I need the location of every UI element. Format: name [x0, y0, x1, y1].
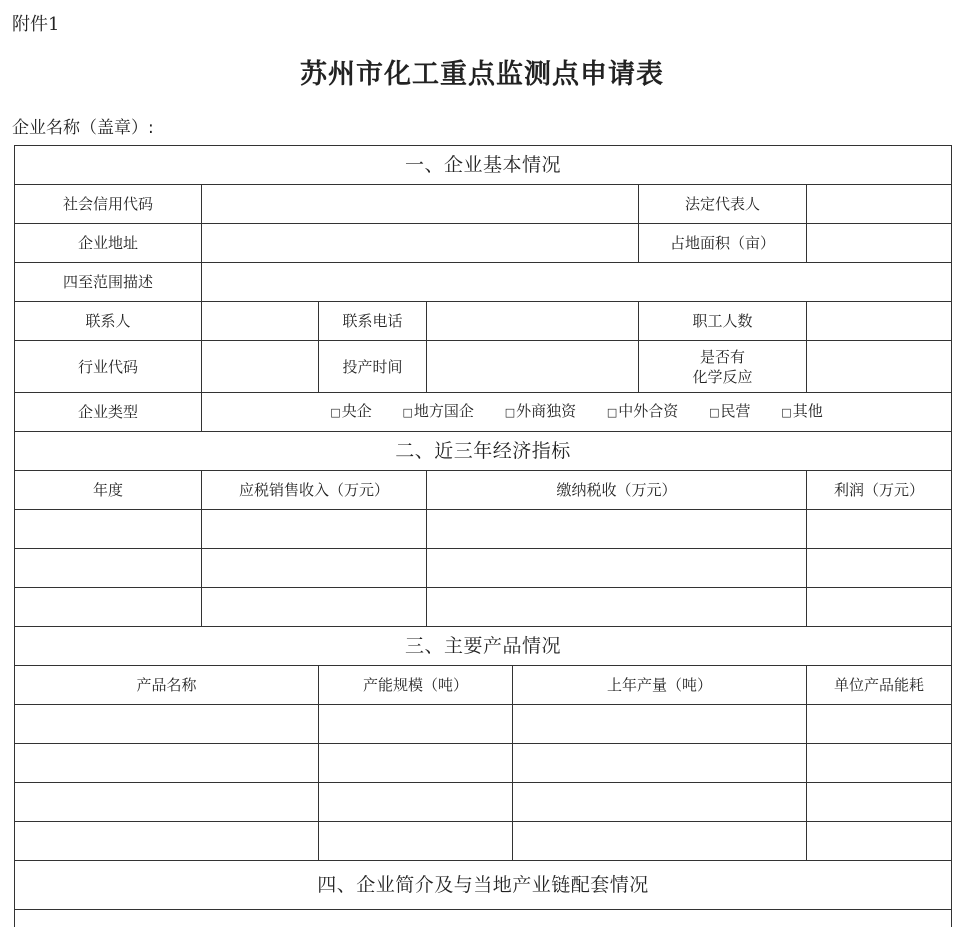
product-cell-name[interactable]	[15, 744, 319, 783]
product-cell-energy[interactable]	[807, 822, 952, 861]
staff-label: 职工人数	[639, 302, 807, 341]
product-cell-capacity[interactable]	[319, 783, 513, 822]
econ-cell-profit[interactable]	[807, 588, 952, 627]
boundary-field[interactable]	[202, 263, 952, 302]
econ-cell-tax[interactable]	[427, 510, 807, 549]
product-cell-energy[interactable]	[807, 783, 952, 822]
product-cell-energy[interactable]	[807, 744, 952, 783]
product-cell-energy[interactable]	[807, 705, 952, 744]
product-row	[15, 822, 952, 861]
econ-cell-year[interactable]	[15, 510, 202, 549]
type-option-private[interactable]	[709, 402, 750, 420]
type-option-joint-venture[interactable]	[607, 402, 678, 420]
type-option-label: 中外合资	[618, 402, 679, 420]
econ-cell-revenue[interactable]	[202, 510, 427, 549]
address-field[interactable]	[202, 224, 639, 263]
contact-field[interactable]	[202, 302, 319, 341]
section-1-heading: 一、企业基本情况	[15, 146, 952, 185]
chem-reaction-label	[639, 341, 807, 393]
company-intro-field[interactable]	[15, 910, 952, 928]
product-cell-output[interactable]	[513, 822, 807, 861]
type-option-central-soe[interactable]	[330, 402, 371, 420]
type-option-local-soe[interactable]	[402, 402, 473, 420]
product-cell-name[interactable]	[15, 705, 319, 744]
staff-field[interactable]	[807, 302, 952, 341]
product-cell-capacity[interactable]	[319, 822, 513, 861]
contact-label: 联系人	[15, 302, 202, 341]
industry-code-label: 行业代码	[15, 341, 202, 393]
econ-cell-tax[interactable]	[427, 588, 807, 627]
product-cell-name[interactable]	[15, 822, 319, 861]
start-time-field[interactable]	[427, 341, 639, 393]
product-row	[15, 744, 952, 783]
econ-header-profit: 利润（万元）	[807, 471, 952, 510]
company-type-options	[202, 393, 952, 432]
econ-cell-year[interactable]	[15, 549, 202, 588]
area-field[interactable]	[807, 224, 952, 263]
industry-code-field[interactable]	[202, 341, 319, 393]
chem-reaction-label-line2: 化学反应	[692, 367, 753, 386]
checkbox-icon[interactable]: □	[330, 406, 341, 419]
phone-label: 联系电话	[319, 302, 427, 341]
econ-row	[15, 549, 952, 588]
section-2-heading: 二、近三年经济指标	[15, 432, 952, 471]
phone-field[interactable]	[427, 302, 639, 341]
type-option-label: 央企	[341, 402, 372, 420]
legal-rep-field[interactable]	[807, 185, 952, 224]
product-cell-output[interactable]	[513, 783, 807, 822]
type-option-label: 外商独资	[516, 402, 577, 420]
econ-header-year: 年度	[15, 471, 202, 510]
type-option-label: 其他	[792, 402, 823, 420]
type-option-label: 地方国企	[413, 402, 474, 420]
credit-code-label: 社会信用代码	[15, 185, 202, 224]
checkbox-icon[interactable]: □	[781, 406, 792, 419]
area-label: 占地面积（亩）	[639, 224, 807, 263]
checkbox-icon[interactable]: □	[709, 406, 720, 419]
product-header-capacity: 产能规模（吨）	[319, 666, 513, 705]
legal-rep-label: 法定代表人	[639, 185, 807, 224]
product-cell-name[interactable]	[15, 783, 319, 822]
type-option-other[interactable]	[781, 402, 822, 420]
attachment-label: 附件1	[12, 14, 60, 35]
type-option-label: 民营	[720, 402, 751, 420]
econ-row	[15, 510, 952, 549]
type-option-foreign-owned[interactable]	[505, 402, 576, 420]
company-type-label: 企业类型	[15, 393, 202, 432]
checkbox-icon[interactable]: □	[606, 406, 618, 419]
application-form-table	[14, 145, 952, 927]
econ-header-tax: 缴纳税收（万元）	[427, 471, 807, 510]
product-header-energy: 单位产品能耗	[807, 666, 952, 705]
econ-row	[15, 588, 952, 627]
start-time-label: 投产时间	[319, 341, 427, 393]
product-cell-capacity[interactable]	[319, 744, 513, 783]
product-row	[15, 705, 952, 744]
product-cell-output[interactable]	[513, 744, 807, 783]
address-label: 企业地址	[15, 224, 202, 263]
product-header-name: 产品名称	[15, 666, 319, 705]
chem-reaction-label-line1: 是否有	[699, 347, 745, 366]
product-row	[15, 783, 952, 822]
product-header-output: 上年产量（吨）	[513, 666, 807, 705]
checkbox-icon[interactable]: □	[402, 406, 413, 419]
econ-header-revenue: 应税销售收入（万元）	[202, 471, 427, 510]
product-cell-capacity[interactable]	[319, 705, 513, 744]
econ-cell-revenue[interactable]	[202, 588, 427, 627]
section-3-heading: 三、主要产品情况	[15, 627, 952, 666]
page-title: 苏州市化工重点监测点申请表	[300, 59, 664, 90]
credit-code-field[interactable]	[202, 185, 639, 224]
econ-cell-profit[interactable]	[807, 510, 952, 549]
econ-cell-profit[interactable]	[807, 549, 952, 588]
econ-cell-tax[interactable]	[427, 549, 807, 588]
boundary-label: 四至范围描述	[15, 263, 202, 302]
company-name-label: 企业名称（盖章）:	[12, 118, 154, 138]
chem-reaction-field[interactable]	[807, 341, 952, 393]
econ-cell-year[interactable]	[15, 588, 202, 627]
econ-cell-revenue[interactable]	[202, 549, 427, 588]
checkbox-icon[interactable]: □	[504, 406, 516, 419]
section-4-heading: 四、企业简介及与当地产业链配套情况	[15, 861, 952, 910]
product-cell-output[interactable]	[513, 705, 807, 744]
